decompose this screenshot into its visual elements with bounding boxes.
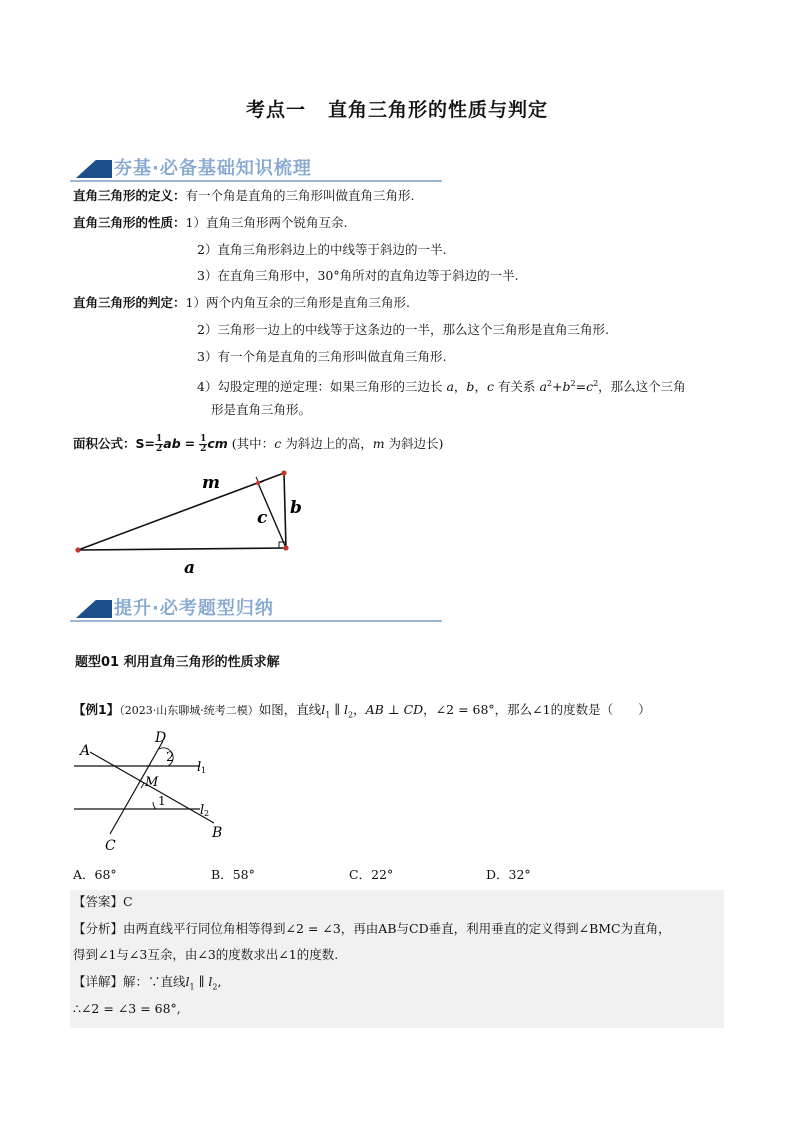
svg-text:1: 1: [158, 794, 166, 808]
parallel-lines-figure: [72, 724, 232, 856]
analysis-line-1: 【分析】由两直线平行同位角相等得到∠2 = ∠3，再由AB与CD垂直，利用垂直的定义得到∠BMC为直角，: [73, 921, 671, 936]
section-heading-advanced: 提升·必考题型归纳: [70, 592, 442, 624]
option-c[interactable]: C．22°: [349, 867, 394, 882]
fraction-half-2: $\frac{1}{2}$: [200, 434, 207, 454]
property-line-2: 2）直角三角形斜边上的中线等于斜边的一半.: [197, 242, 447, 257]
area-formula: 面积公式：S= $\frac{1}{2}$ ab = $\frac{1}{2}$ cm (其中：c 为斜边上的高，m 为斜边长): [73, 434, 444, 454]
option-b[interactable]: B．58°: [211, 867, 255, 882]
svg-text:B: B: [212, 825, 223, 841]
criteria-line-4-cont: 形是直角三角形。: [211, 402, 312, 417]
property-line-3: 3）在直角三角形中，30°角所对的直角边等于斜边的一半.: [197, 268, 519, 283]
svg-text:D: D: [155, 730, 167, 746]
svg-text:M: M: [145, 775, 159, 790]
property-line-1: 直角三角形的性质：1）直角三角形两个锐角互余.: [73, 215, 348, 230]
analysis-line-2: 得到∠1与∠3互余，由∠3的度数求出∠1的度数.: [73, 947, 339, 962]
fraction-half: $\frac{1}{2}$: [156, 434, 163, 454]
detail-line-2: ∴∠2 = ∠3 = 68°,: [73, 1001, 181, 1016]
svg-text:l: l: [197, 760, 202, 775]
right-triangle-figure: [70, 462, 330, 580]
section-banner-icon: [76, 160, 112, 178]
svg-text:1: 1: [201, 766, 207, 775]
title-part-1: 考点一: [245, 99, 306, 121]
detail-line-1: 【详解】解：∵直线$l_1$ ∥ $l_2$,: [73, 974, 222, 992]
svg-text:2: 2: [204, 809, 210, 818]
svg-text:A: A: [80, 743, 91, 759]
criteria-line-3: 3）有一个角是直角的三角形叫做直角三角形.: [197, 349, 447, 364]
option-d[interactable]: D．32°: [486, 867, 531, 882]
section-banner-icon: [76, 600, 112, 618]
svg-text:l: l: [200, 803, 205, 818]
label-a: a: [184, 558, 196, 578]
criteria-line-4: 4）勾股定理的逆定理：如果三角形的三边长 a，b，c 有关系 $a^2+b^2=c^2$，那么这个三角: [197, 379, 686, 395]
svg-text:2: 2: [166, 750, 175, 765]
example-1-stem: 【例1】（2023·山东聊城·统考二模）如图，直线$l_1$ ∥ $l_2$，AB ⊥ CD，∠2 = 68°，那么∠1的度数是（ ）: [73, 702, 651, 720]
label-b: b: [290, 498, 302, 518]
section-heading-basics: 夯基·必备基础知识梳理: [70, 152, 442, 184]
criteria-line-1: 直角三角形的判定：1）两个内角互余的三角形是直角三角形.: [73, 295, 410, 310]
definition-line: 直角三角形的定义：有一个角是直角的三角形叫做直角三角形.: [73, 188, 415, 203]
svg-text:C: C: [105, 838, 116, 854]
option-a[interactable]: A．68°: [73, 867, 117, 882]
question-type-heading: 题型01 利用直角三角形的性质求解: [75, 655, 280, 670]
answer-line: 【答案】C: [73, 894, 133, 909]
label-m: m: [202, 473, 220, 493]
label-c: c: [257, 508, 268, 528]
page-title: [0, 95, 794, 122]
title-part-2: 直角三角形的性质与判定: [328, 99, 549, 121]
criteria-line-2: 2）三角形一边上的中线等于这条边的一半，那么这个三角形是直角三角形.: [197, 322, 609, 337]
